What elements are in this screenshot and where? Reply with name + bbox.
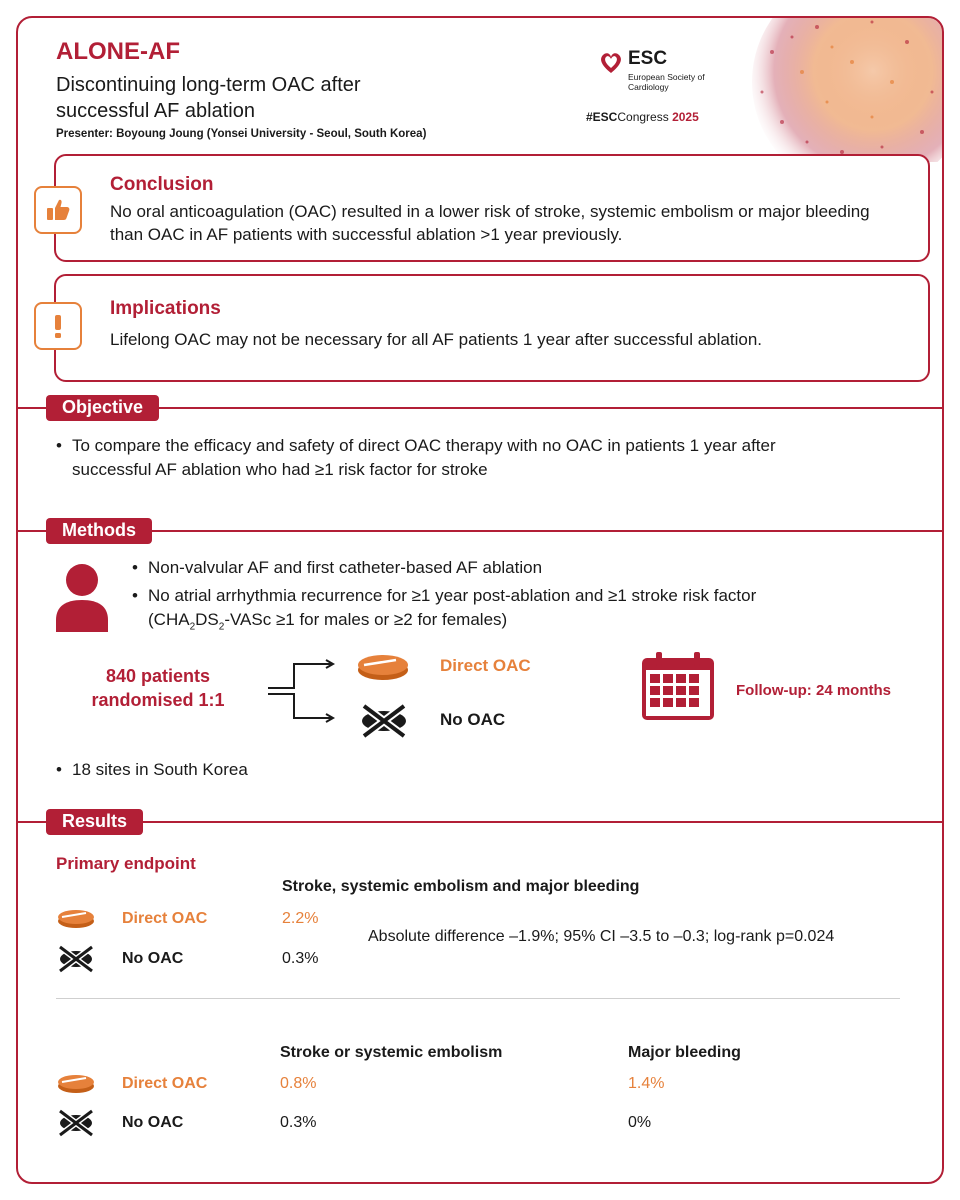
infographic-subtitle: Discontinuing long-term OAC after successful AF ablation xyxy=(56,74,361,122)
results-label: Results xyxy=(46,809,143,835)
results-divider xyxy=(18,821,944,823)
methods-bullet-2 xyxy=(132,584,812,639)
secondary-col1-direct-oac: 0.8% xyxy=(280,1075,317,1092)
secondary-col2-header: Major bleeding xyxy=(628,1044,741,1061)
secondary-arm-direct-oac: Direct OAC xyxy=(122,1075,208,1092)
sites-bullet: • 18 sites in South Korea xyxy=(56,758,456,782)
primary-arm-direct-oac: Direct OAC xyxy=(122,910,208,927)
exclamation-icon-box xyxy=(34,302,82,350)
primary-endpoint-label: Primary endpoint xyxy=(56,854,196,873)
objective-bullet: • To compare the efficacy and safety of direct OAC therapy with no OAC in patients 1 year after successful AF ablation who had ≥1 risk factor for stroke xyxy=(56,434,856,482)
primary-value-direct-oac: 2.2% xyxy=(282,910,319,927)
pill-icon xyxy=(56,1073,96,1095)
follow-up-duration: Follow-up: 24 months xyxy=(736,682,891,699)
secondary-col2-no-oac: 0% xyxy=(628,1114,652,1131)
implications-title: Implications xyxy=(110,298,221,319)
results-separator xyxy=(56,998,900,999)
randomisation-arrows xyxy=(266,658,338,728)
congress-tag xyxy=(586,110,699,124)
secondary-col1-no-oac: 0.3% xyxy=(280,1114,317,1131)
primary-endpoint-header: Stroke, systemic embolism and major bleeding xyxy=(282,878,640,895)
person-icon xyxy=(54,562,110,632)
methods-bullet-2-text-c: -VASc ≥1 for males or ≥2 for females) xyxy=(224,610,508,629)
secondary-col2-direct-oac: 1.4% xyxy=(628,1075,665,1092)
congress-word: Congress xyxy=(617,110,669,124)
conclusion-title: Conclusion xyxy=(110,174,214,195)
methods-bullet-2-text-b: DS xyxy=(195,610,219,629)
no-pill-icon xyxy=(358,702,410,740)
congress-year: 2025 xyxy=(672,110,699,124)
arm-no-oac: No OAC xyxy=(440,710,506,729)
congress-hashtag: #ESC xyxy=(586,110,618,124)
conclusion-text: No oral anticoagulation (OAC) resulted in a lower risk of stroke, systemic embolism or major bleeding than OAC in AF patients with successful ablation >1 year previously. xyxy=(110,202,870,244)
conclusion-box xyxy=(54,154,930,262)
patients-count: 840 patients randomised 1:1 xyxy=(91,666,225,710)
decorative-globe-graphic xyxy=(732,16,944,162)
arm-direct-oac: Direct OAC xyxy=(440,656,531,675)
exclamation-icon xyxy=(44,312,72,340)
methods-bullet-2-sub-b: 2 xyxy=(218,621,225,633)
methods-bullet-2-text-a: No atrial arrhythmia recurrence for ≥1 year post-ablation and ≥1 stroke risk factor (CHA xyxy=(148,586,757,629)
secondary-col1-header: Stroke or systemic embolism xyxy=(280,1044,503,1061)
implications-text: Lifelong OAC may not be necessary for all AF patients 1 year after successful ablation. xyxy=(110,330,763,349)
secondary-arm-no-oac: No OAC xyxy=(122,1114,184,1131)
esc-name: ESC xyxy=(628,48,668,69)
methods-label: Methods xyxy=(46,518,152,544)
infographic-frame xyxy=(16,16,944,1184)
methods-bullet-2-sub-a: 2 xyxy=(189,621,196,633)
thumbs-up-icon xyxy=(44,196,72,224)
presenter-line: Presenter: Boyoung Joung (Yonsei University - Seoul, South Korea) xyxy=(56,128,427,140)
pill-icon xyxy=(356,652,410,682)
esc-full-name: European Society of Cardiology xyxy=(628,72,705,92)
objective-label: Objective xyxy=(46,395,159,421)
calendar-icon xyxy=(640,650,716,722)
implications-box xyxy=(54,274,930,382)
primary-value-no-oac: 0.3% xyxy=(282,950,319,967)
no-pill-icon xyxy=(56,944,96,974)
no-pill-icon xyxy=(56,1108,96,1138)
absolute-difference: Absolute difference –1.9%; 95% CI –3.5 to –0.3; log-rank p=0.024 xyxy=(368,928,835,945)
esc-heart-icon xyxy=(598,50,624,76)
methods-divider xyxy=(18,530,944,532)
thumbs-up-icon-box xyxy=(34,186,82,234)
infographic-title: ALONE-AF xyxy=(56,38,180,65)
primary-arm-no-oac: No OAC xyxy=(122,950,184,967)
pill-icon xyxy=(56,908,96,930)
methods-bullet-1: • Non-valvular AF and first catheter-based AF ablation xyxy=(132,556,832,580)
